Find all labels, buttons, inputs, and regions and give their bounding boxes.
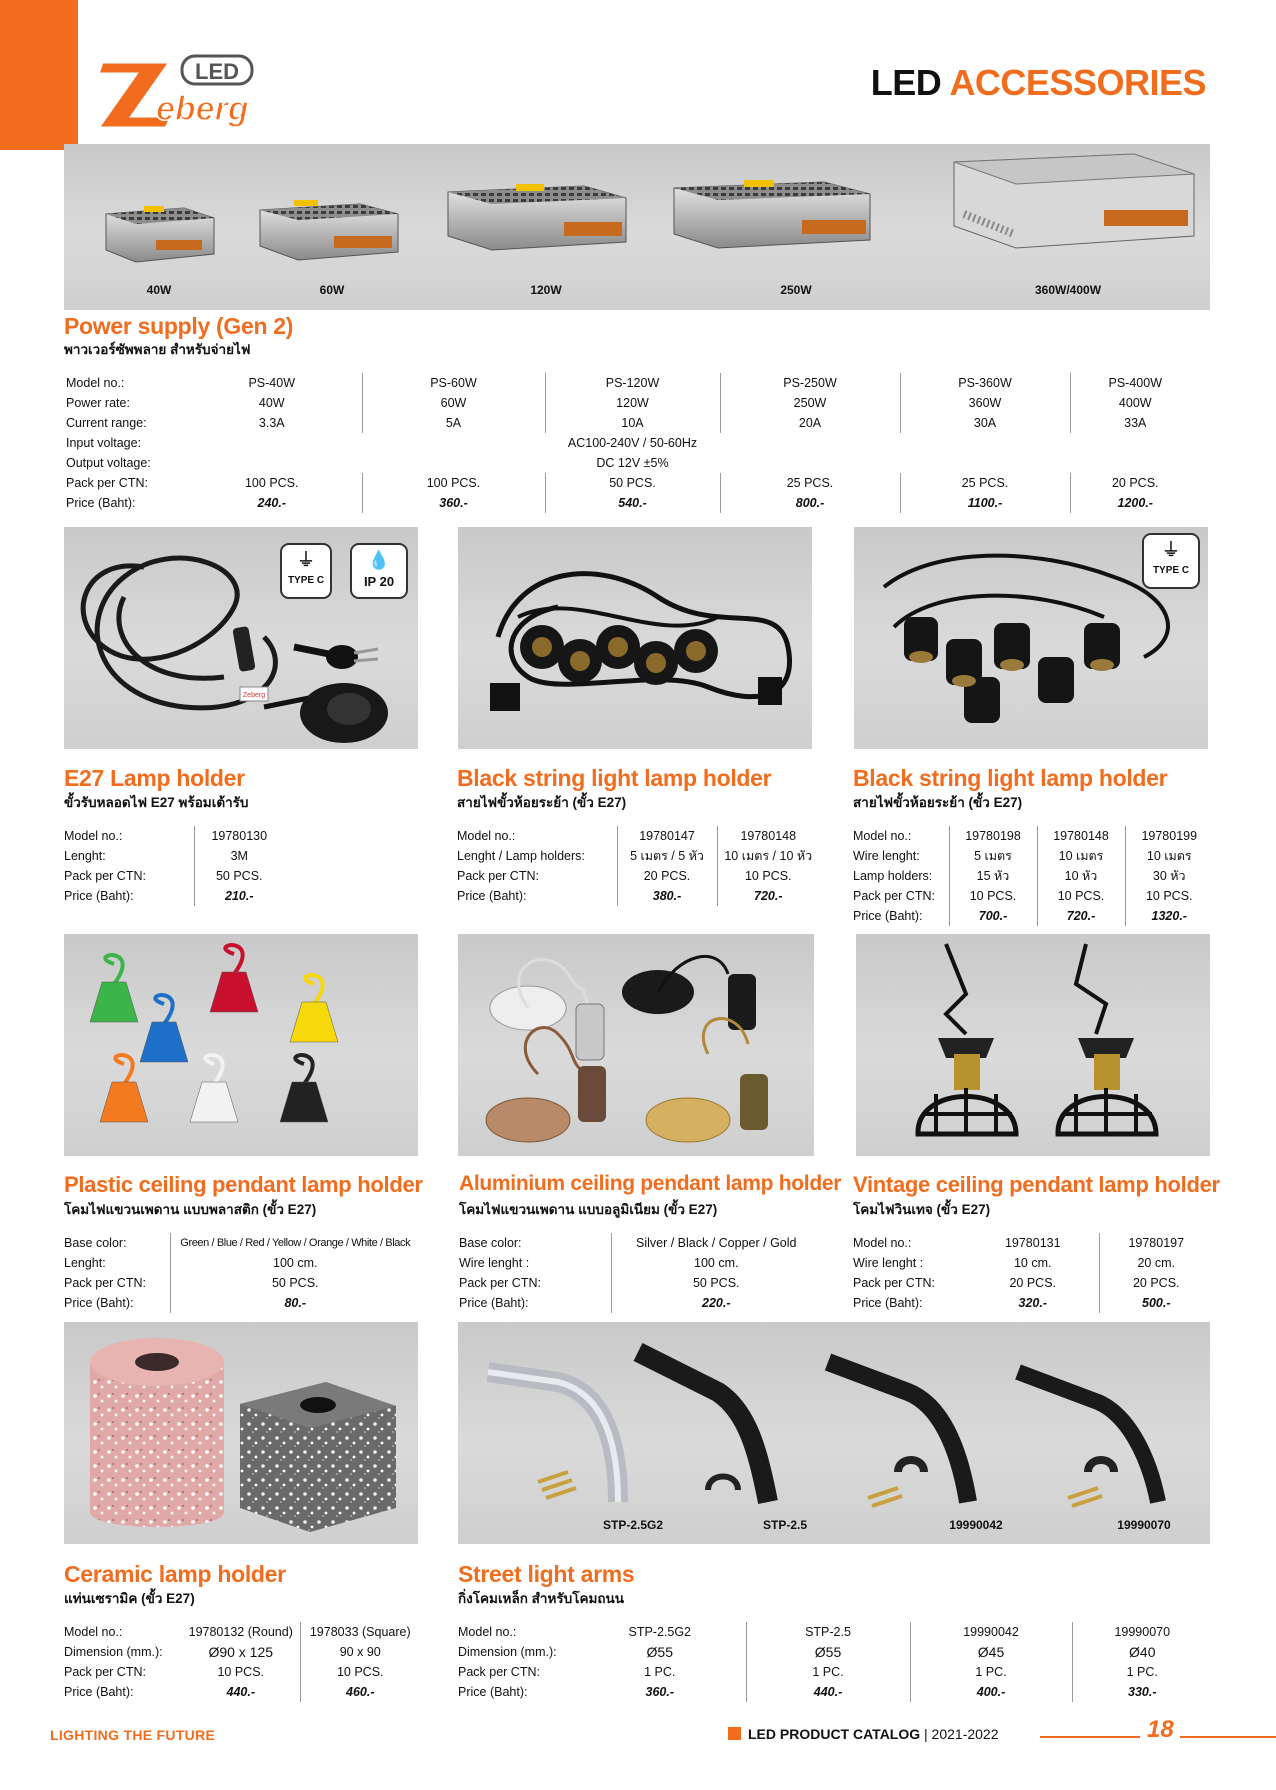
pendant-2 xyxy=(210,945,258,1012)
page-number: 18 xyxy=(1147,1716,1174,1743)
arm-label-stp-2-5: STP-2.5 xyxy=(762,1518,808,1532)
table-row: Lenght: 3M xyxy=(64,846,284,866)
footer-line-left xyxy=(1040,1736,1140,1738)
table-row: Price (Baht): 210.- xyxy=(64,886,284,906)
table-row: Wire lenght : 100 cm. xyxy=(459,1253,821,1273)
psu-label-360w-400w: 360W/400W xyxy=(1034,283,1102,297)
table-row: Price (Baht): 240.- 360.- 540.- 800.- 1100.- 1200.- xyxy=(66,493,1200,513)
footer-line-right xyxy=(1180,1736,1276,1738)
power-supply-subtitle: พาวเวอร์ซัพพลาย สำหรับจ่ายไฟ xyxy=(64,342,251,357)
type-c-badge: ⏚ TYPE C xyxy=(280,543,332,599)
ceramic-photo xyxy=(64,1322,418,1544)
pendant-1 xyxy=(140,995,188,1062)
type-c-badge: ⏚ TYPE C xyxy=(1142,533,1200,589)
plug-icon: ⏚ xyxy=(297,550,315,570)
e27-subtitle: ขั้วรับหลอดไฟ E27 พร้อมเต้ารับ xyxy=(64,795,249,810)
aluminium-pendant-photo xyxy=(458,934,814,1156)
string1-title: Black string light lamp holder xyxy=(457,765,772,791)
square-icon xyxy=(728,1727,741,1740)
table-row: Power rate: 40W 60W 120W 250W 360W 400W xyxy=(66,393,1200,413)
table-row: Pack per CTN: 50 PCS. xyxy=(64,866,284,886)
table-row: Model no.: 19780132 (Round) 1978033 (Square) xyxy=(64,1622,420,1642)
e27-lamp-holder-photo xyxy=(64,527,418,749)
table-row: Price (Baht): 220.- xyxy=(459,1293,821,1313)
power-supply-spec-table xyxy=(66,373,1200,513)
table-row: Model no.: 19780131 19780197 xyxy=(853,1233,1213,1253)
street-title: Street light arms xyxy=(458,1561,635,1587)
plastic-pendant-photo xyxy=(64,934,418,1156)
alu-spec-table xyxy=(459,1233,821,1313)
psu-label-120w: 120W xyxy=(530,283,562,297)
black-string-light-photo-1 xyxy=(458,527,812,749)
brand-logo xyxy=(96,54,292,132)
table-row: Price (Baht): 80.- xyxy=(64,1293,420,1313)
table-row: Pack per CTN: 10 PCS. 10 PCS. xyxy=(64,1662,420,1682)
table-row: Model no.: PS-40W PS-60W PS-120W PS-250W PS-360W PS-400W xyxy=(66,373,1200,393)
table-row: Wire lenght: 5 เมตร 10 เมตร 10 เมตร xyxy=(853,846,1213,866)
table-row: Price (Baht): 360.- 440.- 400.- 330.- xyxy=(458,1682,1212,1702)
table-row: Pack per CTN: 100 PCS. 100 PCS. 50 PCS. 25 PCS. 25 PCS. 20 PCS. xyxy=(66,473,1200,493)
vintage-subtitle: โคมไฟวินเทจ (ขั้ว E27) xyxy=(853,1202,991,1217)
psu-label-250w: 250W xyxy=(780,283,812,297)
water-drop-icon: 💧 xyxy=(367,550,391,570)
svg-text:Zeberg: Zeberg xyxy=(242,692,266,699)
string2-subtitle: สายไฟขั้วห้อยระย้า (ขั้ว E27) xyxy=(853,795,1023,810)
street-arms-photo xyxy=(458,1322,1210,1544)
ceramic-spec-table xyxy=(64,1622,420,1702)
plug-icon: ⏚ xyxy=(1162,540,1180,560)
psu-120w xyxy=(448,184,626,250)
table-row: Base color: Green / Blue / Red / Yellow / Orange / White / Black xyxy=(64,1233,420,1253)
psu-label-40w: 40W xyxy=(146,283,172,297)
table-row: Price (Baht): 700.- 720.- 1320.- xyxy=(853,906,1213,926)
table-row: Current range: 3.3A 5A 10A 20A 30A 33A xyxy=(66,413,1200,433)
string1-subtitle: สายไฟขั้วห้อยระย้า (ขั้ว E27) xyxy=(457,795,627,810)
street-subtitle: กิ่งโคมเหล็ก สำหรับโคมถนน xyxy=(458,1591,625,1606)
plastic-spec-table xyxy=(64,1233,420,1313)
psu-360w-400w xyxy=(954,154,1194,248)
string2-title: Black string light lamp holder xyxy=(853,765,1168,791)
table-row: Dimension (mm.): Ø55 Ø55 Ø45 Ø40 xyxy=(458,1642,1212,1662)
e27-spec-table xyxy=(64,826,284,906)
black-string-light-photo-2 xyxy=(854,527,1208,749)
table-row: Base color: Silver / Black / Copper / Gold xyxy=(459,1233,821,1253)
power-supply-photo xyxy=(64,144,1210,310)
table-row: Input voltage: AC100-240V / 50-60Hz xyxy=(66,436,698,450)
table-row: Wire lenght : 10 cm. 20 cm. xyxy=(853,1253,1213,1273)
ip20-badge: 💧 IP 20 xyxy=(350,543,408,599)
pendant-6 xyxy=(280,1055,328,1122)
psu-250w xyxy=(674,180,870,248)
e27-title: E27 Lamp holder xyxy=(64,765,245,791)
table-row: Lenght / Lamp holders: 5 เมตร / 5 หัว 10 เมตร / 10 หัว xyxy=(457,846,819,866)
table-row: Price (Baht): 380.- 720.- xyxy=(457,886,819,906)
table-row: Pack per CTN: 50 PCS. xyxy=(64,1273,420,1293)
arm-label-stp-2-5g2: STP-2.5G2 xyxy=(602,1518,664,1532)
string2-spec-table xyxy=(853,826,1213,926)
table-row: Lenght: 100 cm. xyxy=(64,1253,420,1273)
pendant-3 xyxy=(290,975,338,1042)
table-row: Model no.: 19780147 19780148 xyxy=(457,826,819,846)
pendant-5 xyxy=(190,1055,238,1122)
arm-label-19990070: 19990070 xyxy=(1117,1518,1171,1532)
arm-label-19990042: 19990042 xyxy=(949,1518,1003,1532)
vintage-spec-table xyxy=(853,1233,1213,1313)
psu-60w xyxy=(260,200,398,260)
table-row: Output voltage: DC 12V ±5% xyxy=(66,456,669,470)
vintage-title: Vintage ceiling pendant lamp holder xyxy=(853,1172,1220,1197)
table-row: Model no.: 19780198 19780148 19780199 xyxy=(853,826,1213,846)
psu-40w xyxy=(106,206,214,262)
table-row: Pack per CTN: 20 PCS. 20 PCS. xyxy=(853,1273,1213,1293)
psu-label-60w: 60W xyxy=(319,283,345,297)
pendant-0 xyxy=(90,955,138,1022)
svg-text:eberg: eberg xyxy=(156,90,249,128)
pendant-4 xyxy=(100,1055,148,1122)
table-row: Pack per CTN: 1 PC. 1 PC. 1 PC. 1 PC. xyxy=(458,1662,1212,1682)
table-row: Pack per CTN: 20 PCS. 10 PCS. xyxy=(457,866,819,886)
table-row: Pack per CTN: 10 PCS. 10 PCS. 10 PCS. xyxy=(853,886,1213,906)
table-row: Lamp holders: 15 หัว 10 หัว 30 หัว xyxy=(853,866,1213,886)
table-row: Dimension (mm.): Ø90 x 125 90 x 90 xyxy=(64,1642,420,1662)
plastic-subtitle: โคมไฟแขวนเพดาน แบบพลาสติก (ขั้ว E27) xyxy=(64,1202,317,1217)
vintage-pendant-photo xyxy=(856,934,1210,1156)
table-row: Price (Baht): 320.- 500.- xyxy=(853,1293,1213,1313)
street-spec-table xyxy=(458,1622,1212,1702)
table-row: Model no.: STP-2.5G2 STP-2.5 19990042 19990070 xyxy=(458,1622,1212,1642)
alu-subtitle: โคมไฟแขวนเพดาน แบบอลูมิเนียม (ขั้ว E27) xyxy=(459,1202,718,1217)
plastic-title: Plastic ceiling pendant lamp holder xyxy=(64,1172,423,1197)
table-row: Price (Baht): 440.- 460.- xyxy=(64,1682,420,1702)
string1-spec-table xyxy=(457,826,819,906)
footer-slogan: LIGHTING THE FUTURE xyxy=(50,1727,216,1743)
table-row: Model no.: 19780130 xyxy=(64,826,284,846)
header-accent-bar xyxy=(0,0,78,150)
ceramic-subtitle: แท่นเซรามิค (ขั้ว E27) xyxy=(64,1591,195,1606)
ceramic-title: Ceramic lamp holder xyxy=(64,1561,286,1587)
footer-catalog: LED PRODUCT CATALOG | 2021-2022 xyxy=(728,1726,999,1742)
power-supply-title: Power supply (Gen 2) xyxy=(64,313,294,339)
alu-title: Aluminium ceiling pendant lamp holder xyxy=(459,1172,842,1195)
svg-text:LED: LED xyxy=(195,59,239,84)
page-title: LED ACCESSORIES xyxy=(870,62,1206,103)
table-row: Pack per CTN: 50 PCS. xyxy=(459,1273,821,1293)
